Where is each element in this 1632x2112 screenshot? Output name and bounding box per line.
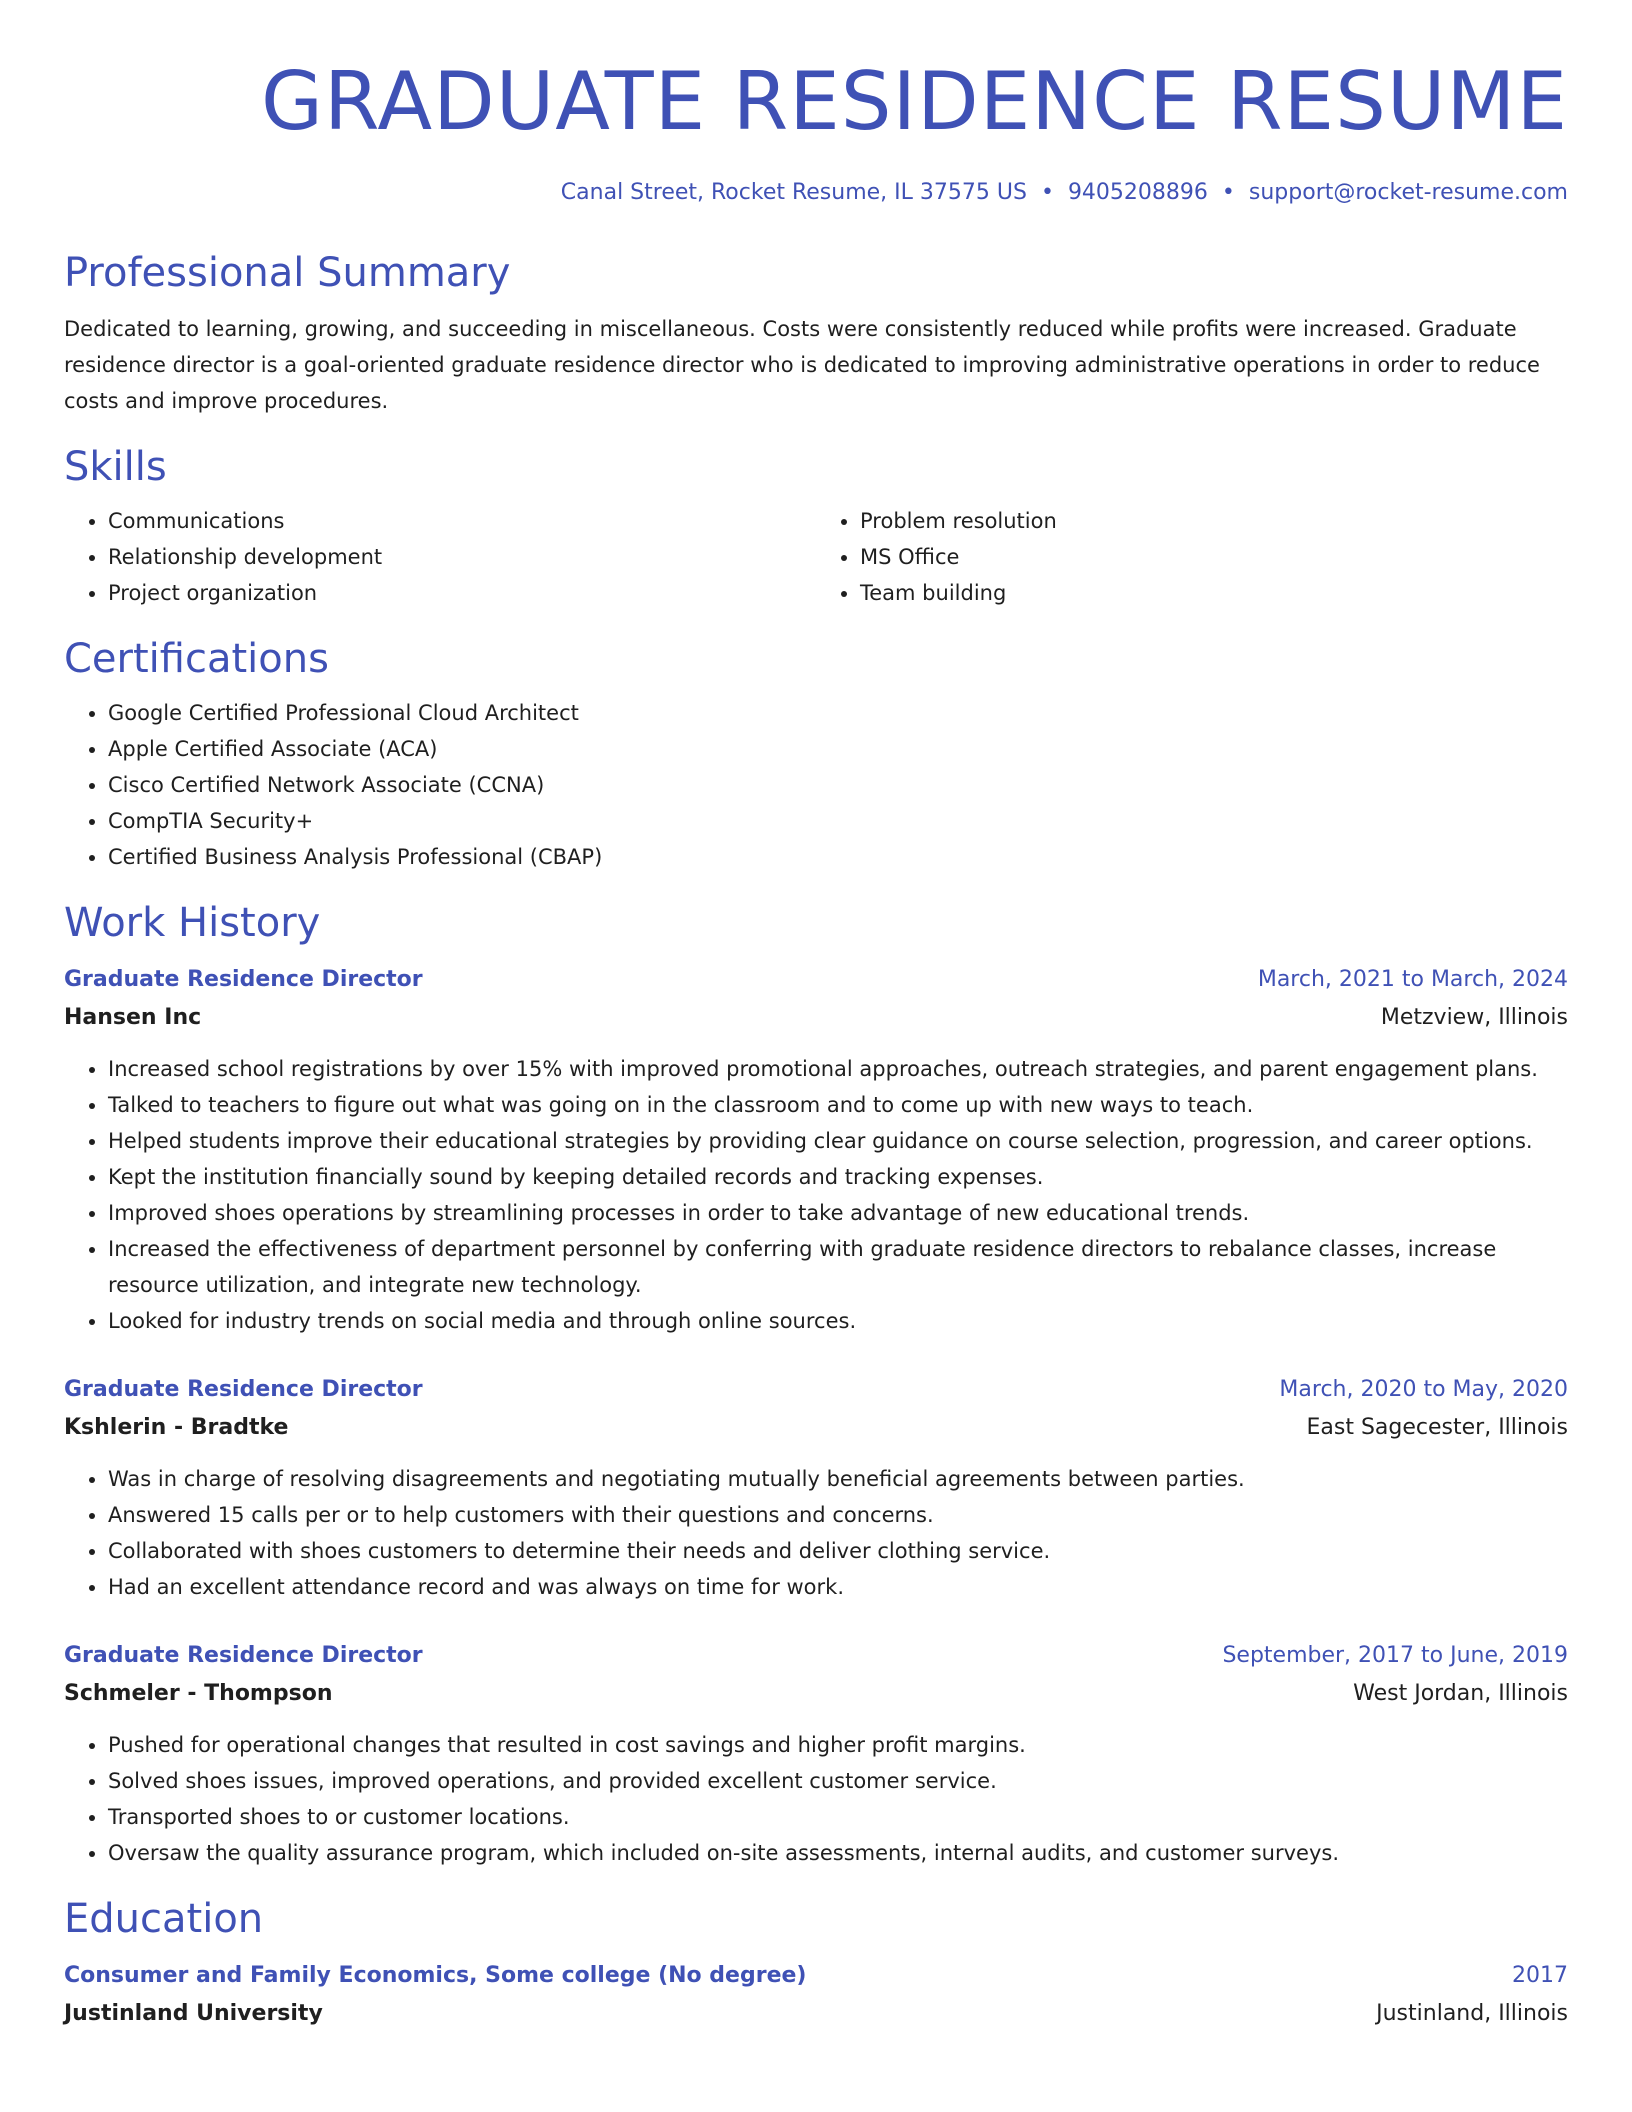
education-entry — [64, 1957, 1568, 2033]
job-bullet: • Talked to teachers to figure out what was going on in the classroom and to come up with new ways to teach. — [108, 1087, 1568, 1123]
job-dates: March, 2020 to May, 2020 — [1279, 1377, 1568, 1402]
resume-page — [64, 0, 1568, 2033]
job-entry — [64, 1637, 1568, 1871]
education-degree: Consumer and Family Economics, Some college (No degree) — [64, 1963, 807, 1988]
job-company-row — [64, 999, 1568, 1037]
job-bullets — [64, 1727, 1568, 1871]
contact-separator: • — [1040, 180, 1054, 205]
skill-item: • Project organization — [108, 575, 816, 611]
certifications-list — [64, 695, 1568, 875]
job-entry — [64, 1371, 1568, 1605]
job-company-row — [64, 1675, 1568, 1713]
certification-item: • Certified Business Analysis Professional (CBAP) — [108, 839, 1568, 875]
job-bullet: • Solved shoes issues, improved operations, and provided excellent customer service. — [108, 1763, 1568, 1799]
job-bullet: • Was in charge of resolving disagreements and negotiating mutually beneficial agreements between parties. — [108, 1461, 1568, 1497]
job-bullet: • Helped students improve their educational strategies by providing clear guidance on course selection, progression, and career options. — [108, 1123, 1568, 1159]
job-company: Hansen Inc — [64, 1005, 202, 1030]
job-location: Metzview, Illinois — [1380, 1005, 1568, 1030]
job-company: Schmeler - Thompson — [64, 1681, 333, 1706]
job-title: Graduate Residence Director — [64, 1377, 423, 1402]
job-bullet: • Improved shoes operations by streamlining processes in order to take advantage of new educational trends. — [108, 1195, 1568, 1231]
skill-item: • Problem resolution — [860, 503, 1568, 539]
job-bullet: • Increased school registrations by over 15% with improved promotional approaches, outreach strategies, and parent engagement plans. — [108, 1051, 1568, 1087]
job-title: Graduate Residence Director — [64, 1643, 423, 1668]
education-header-row — [64, 1957, 1568, 1995]
job-bullet: • Collaborated with shoes customers to determine their needs and deliver clothing service. — [108, 1533, 1568, 1569]
job-bullet: • Increased the effectiveness of department personnel by conferring with graduate residence directors to rebalance classes, increase resource utilization, and integrate new technology. — [108, 1231, 1568, 1303]
job-header-row — [64, 1371, 1568, 1409]
contact-separator: • — [1221, 180, 1235, 205]
job-location: West Jordan, Illinois — [1353, 1681, 1568, 1706]
job-bullets — [64, 1051, 1568, 1339]
certification-item: • Apple Certified Associate (ACA) — [108, 731, 1568, 767]
resume-title: GRADUATE RESIDENCE RESUME — [261, 55, 1568, 148]
certification-item: • CompTIA Security+ — [108, 803, 1568, 839]
job-bullet: • Transported shoes to or customer locations. — [108, 1799, 1568, 1835]
skill-item: • MS Office — [860, 539, 1568, 575]
address: Canal Street, Rocket Resume, IL 37575 US — [560, 180, 1027, 205]
job-entry — [64, 961, 1568, 1339]
work-history-heading: Work History — [64, 900, 321, 946]
skills-list-right — [816, 503, 1568, 611]
education-heading: Education — [64, 1896, 264, 1942]
job-company-row — [64, 1409, 1568, 1447]
job-bullet: • Oversaw the quality assurance program, which included on-site assessments, internal audits, and customer surveys. — [108, 1835, 1568, 1871]
job-dates: September, 2017 to June, 2019 — [1222, 1643, 1568, 1668]
job-location: East Sagecester, Illinois — [1306, 1415, 1568, 1440]
education-school-row — [64, 1995, 1568, 2033]
job-title: Graduate Residence Director — [64, 967, 423, 992]
skill-item: • Relationship development — [108, 539, 816, 575]
job-company: Kshlerin - Bradtke — [64, 1415, 289, 1440]
job-bullet: • Had an excellent attendance record and was always on time for work. — [108, 1569, 1568, 1605]
education-location: Justinland, Illinois — [1376, 2001, 1568, 2026]
job-bullet: • Pushed for operational changes that resulted in cost savings and higher profit margins. — [108, 1727, 1568, 1763]
job-header-row — [64, 961, 1568, 999]
job-bullet: • Kept the institution financially sound by keeping detailed records and tracking expenses. — [108, 1159, 1568, 1195]
education-year: 2017 — [1512, 1963, 1568, 1988]
certifications-heading: Certifications — [64, 636, 329, 682]
job-header-row — [64, 1637, 1568, 1675]
contact-line — [64, 178, 1568, 208]
phone: 9405208896 — [1067, 180, 1208, 205]
summary-heading: Professional Summary — [64, 250, 511, 296]
skill-item: • Team building — [860, 575, 1568, 611]
certification-item: • Google Certified Professional Cloud Architect — [108, 695, 1568, 731]
job-bullets — [64, 1461, 1568, 1605]
job-dates: March, 2021 to March, 2024 — [1257, 967, 1568, 992]
email-link[interactable]: support@rocket-resume.com — [1248, 180, 1568, 205]
job-bullet: • Answered 15 calls per or to help customers with their questions and concerns. — [108, 1497, 1568, 1533]
skills-heading: Skills — [64, 444, 167, 490]
skills-list-left — [64, 503, 816, 611]
job-bullet: • Looked for industry trends on social media and through online sources. — [108, 1303, 1568, 1339]
education-school: Justinland University — [64, 2001, 323, 2026]
skills-columns — [64, 503, 1568, 611]
skill-item: • Communications — [108, 503, 816, 539]
certification-item: • Cisco Certified Network Associate (CCNA) — [108, 767, 1568, 803]
summary-text: Dedicated to learning, growing, and succeeding in miscellaneous. Costs were consistently reduced while profits were increased. Graduate residence director is a goal-oriented graduate residence director who is dedicated to improving administrative operations in order to reduce costs and improve procedures. — [64, 317, 1540, 413]
